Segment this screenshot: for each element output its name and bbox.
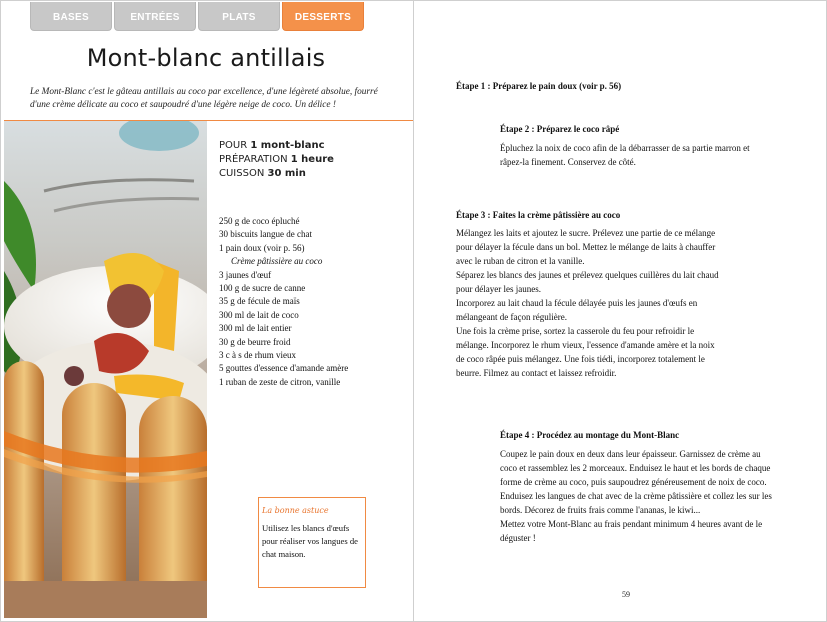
step-line: Incorporez au lait chaud la fécule délayée puis les jaunes d'œufs en: [456, 298, 698, 308]
recipe-meta: [219, 139, 334, 181]
step-line: Séparez les blancs des jaunes et prélevez quelques cuillères du lait chaud: [456, 270, 719, 280]
step-1-title: Étape 1 : Préparez le pain doux (voir p. 56): [456, 81, 622, 91]
ingredient-item: 35 g de fécule de maïs: [219, 296, 300, 307]
prep-label: PRÉPARATION: [219, 154, 291, 165]
prep-value: 1 heure: [290, 154, 334, 165]
cake-photo: [4, 121, 207, 618]
ingredient-item: 1 pain doux (voir p. 56): [219, 242, 305, 253]
ingredient-item: 30 g de beurre froid: [219, 336, 291, 347]
recipe-title: Mont-blanc antillais: [86, 44, 326, 72]
ingredient-item: 3 jaunes d'œuf: [219, 269, 272, 280]
step-line: mélange. Incorporez le rhum vieux, l'essence d'amande amère et la noix: [456, 340, 715, 350]
step-2-title: Étape 2 : Préparez le coco râpé: [500, 124, 620, 134]
tip-title: La bonne astuce: [262, 506, 329, 515]
ingredient-item: 300 ml de lait de coco: [219, 309, 299, 320]
step-line: Mettez votre Mont-Blanc au frais pendant minimum 4 heures avant de le: [500, 519, 763, 529]
step-line: pour délayer les jaunes.: [456, 284, 541, 294]
step-line: Épluchez la noix de coco afin de la débarrasser de sa partie marron et: [500, 143, 750, 153]
servings-value: 1 mont-blanc: [250, 140, 325, 151]
page-spine: [413, 0, 414, 622]
ingredients-list: [219, 215, 348, 389]
ingredient-subheading: Crème pâtissière au coco: [231, 256, 323, 267]
ingredient-item: 3 c à s de rhum vieux: [219, 350, 296, 361]
step-4-title: Étape 4 : Procédez au montage du Mont-Blanc: [500, 430, 680, 440]
step-line: de coco râpée puis mélangez. Une fois tiédi, incorporez totalement le: [456, 354, 705, 364]
tab-bases[interactable]: BASES: [30, 2, 112, 31]
step-3-title: Étape 3 : Faites la crème pâtissière au coco: [456, 210, 621, 220]
recipe-intro: Le Mont-Blanc c'est le gâteau antillais au coco par excellence, d'une légèreté absolue, fourré d'une crème délicate au coco et saupoudré d'une légère neige de coco. Un délice !: [30, 87, 378, 110]
step-line: râpez-la finement. Conservez de côté.: [500, 157, 636, 167]
tip-text: Utilisez les blancs d'œufs pour réaliser vos langues de chat maison.: [262, 523, 358, 559]
servings: [219, 139, 334, 153]
tip-box: [258, 497, 366, 588]
step-3-body: [456, 226, 786, 380]
ingredient-item: 100 g de sucre de canne: [219, 283, 306, 294]
step-line: pour délayer la fécule dans un bol. Mettez le mélange de laits à chauffer: [456, 242, 716, 252]
step-2-body: [500, 141, 810, 169]
ingredient-item: 30 biscuits langue de chat: [219, 229, 312, 240]
cook-value: 30 min: [267, 168, 306, 179]
ingredient-item: 1 ruban de zeste de citron, vanille: [219, 376, 341, 387]
prep-time: [219, 153, 334, 167]
step-line: déguster !: [500, 533, 536, 543]
cook-time: [219, 167, 334, 181]
step-line: coco et rassemblez les 2 morceaux. Enduisez le haut et les bords de chaque: [500, 463, 771, 473]
tab-plats[interactable]: PLATS: [198, 2, 280, 31]
step-line: Une fois la crème prise, sortez la casserole du feu pour refroidir le: [456, 326, 695, 336]
step-line: mélangeant de façon régulière.: [456, 312, 567, 322]
step-4-body: [500, 447, 815, 545]
ingredient-item: 250 g de coco épluché: [219, 216, 300, 226]
page-number: 59: [622, 590, 630, 599]
tab-desserts[interactable]: DESSERTS: [282, 2, 364, 31]
servings-label: POUR: [219, 140, 251, 151]
step-line: bords. Décorez de fruits frais comme l'ananas, le kiwi...: [500, 505, 701, 515]
tab-entrees[interactable]: ENTRÉES: [114, 2, 196, 31]
cook-label: CUISSON: [219, 168, 268, 179]
step-line: avec le ruban de citron et la vanille.: [456, 256, 585, 266]
step-line: Mélangez les laits et ajoutez le sucre. Prélevez une partie de ce mélange: [456, 228, 716, 238]
step-line: Enduisez les langues de chat avec de la crème pâtissière et collez les sur les: [500, 491, 772, 501]
step-line: beurre. Filmez au contact et laissez refroidir.: [456, 368, 617, 378]
step-line: Coupez le pain doux en deux dans leur épaisseur. Garnissez de crème au: [500, 449, 761, 459]
ingredient-item: 300 ml de lait entier: [219, 323, 292, 334]
step-line: forme de crème au coco, puis saupoudrez généreusement de noix de coco.: [500, 477, 767, 487]
ingredient-item: 5 gouttes d'essence d'amande amère: [219, 363, 349, 374]
